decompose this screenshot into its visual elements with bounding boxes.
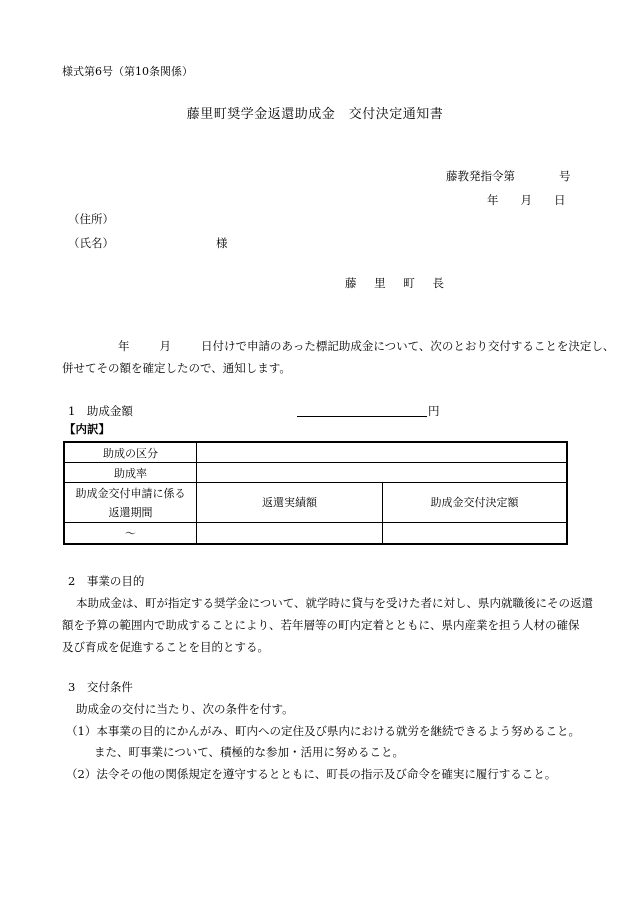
recipient-name-label: （氏名） (68, 236, 114, 250)
issue-date-month: 月 (520, 193, 532, 207)
breakdown-table (63, 441, 568, 545)
issue-date (487, 195, 566, 207)
section1-heading: 1 助成金額 (68, 404, 133, 418)
document-title: 藤里町奨学金返還助成金 交付決定通知書 (186, 107, 444, 122)
table-row (64, 442, 567, 463)
repayment-amount-header: 返還実績額 (197, 483, 383, 523)
rate-value-cell (197, 463, 568, 483)
issue-date-day: 日 (554, 193, 566, 207)
table-row (64, 463, 567, 483)
section3-heading: 3 交付条件 (68, 680, 133, 694)
period-label-line2: 返還期間 (108, 505, 153, 519)
decision-amount-header: 助成金交付決定額 (383, 483, 568, 523)
category-label: 助成の区分 (64, 442, 197, 463)
condition-item-1: （1）本事業の目的にかんがみ、町内への定住及び県内における就労を継続できるよう努めること。 (66, 724, 581, 738)
body-month: 月 (159, 339, 171, 353)
body-line-2: 併せてその額を確定したので、通知します。 (62, 361, 291, 375)
repayment-amount-value-cell (197, 523, 383, 545)
table-row (64, 523, 567, 545)
period-label (64, 483, 197, 523)
section2-heading: 2 事業の目的 (68, 574, 145, 588)
period-label-line1: 助成金交付申請に係る (75, 486, 186, 500)
section2-line-1: 本助成金は、町が指定する奨学金について、就学時に貸与を受けた者に対し、県内就職後にその返還 (76, 596, 594, 610)
body-year: 年 (118, 339, 130, 353)
issue-number-prefix: 藤教発指令第 (446, 169, 515, 183)
amount-unit: 円 (428, 404, 440, 418)
condition-item-2: （2）法令その他の関係規定を遵守するとともに、町長の指示及び命令を確実に履行すること。 (66, 767, 557, 781)
issue-number-suffix: 号 (559, 169, 571, 183)
form-number: 様式第6号（第10条関係） (62, 65, 193, 78)
period-value: ～ (64, 523, 197, 545)
breakdown-label: 【内訳】 (64, 422, 110, 436)
section2-line-2: 額を予算の範囲内で助成することにより、若年層等の町内定着とともに、県内産業を担う人材の確保 (62, 618, 580, 632)
issue-number (446, 171, 571, 183)
body-line-1-text: 日付けで申請のあった標記助成金について、次のとおり交付することを決定し、 (201, 339, 615, 353)
issuer-name: 藤 里 町 長 (345, 276, 451, 290)
category-value-cell (197, 442, 568, 463)
table-row (64, 483, 567, 523)
section3-intro: 助成金の交付に当たり、次の条件を付す。 (76, 702, 294, 716)
recipient-honorific: 様 (216, 236, 228, 250)
issue-date-year: 年 (487, 193, 499, 207)
section2-line-3: 及び育成を促進することを目的とする。 (62, 640, 269, 654)
amount-underline (297, 416, 427, 417)
recipient-address-label: （住所） (68, 212, 114, 226)
condition-item-1-continued: また、町事業について、積極的な参加・活用に努めること。 (94, 745, 405, 759)
decision-amount-value-cell (383, 523, 568, 545)
rate-label: 助成率 (64, 463, 197, 483)
body-line-1 (118, 341, 614, 353)
